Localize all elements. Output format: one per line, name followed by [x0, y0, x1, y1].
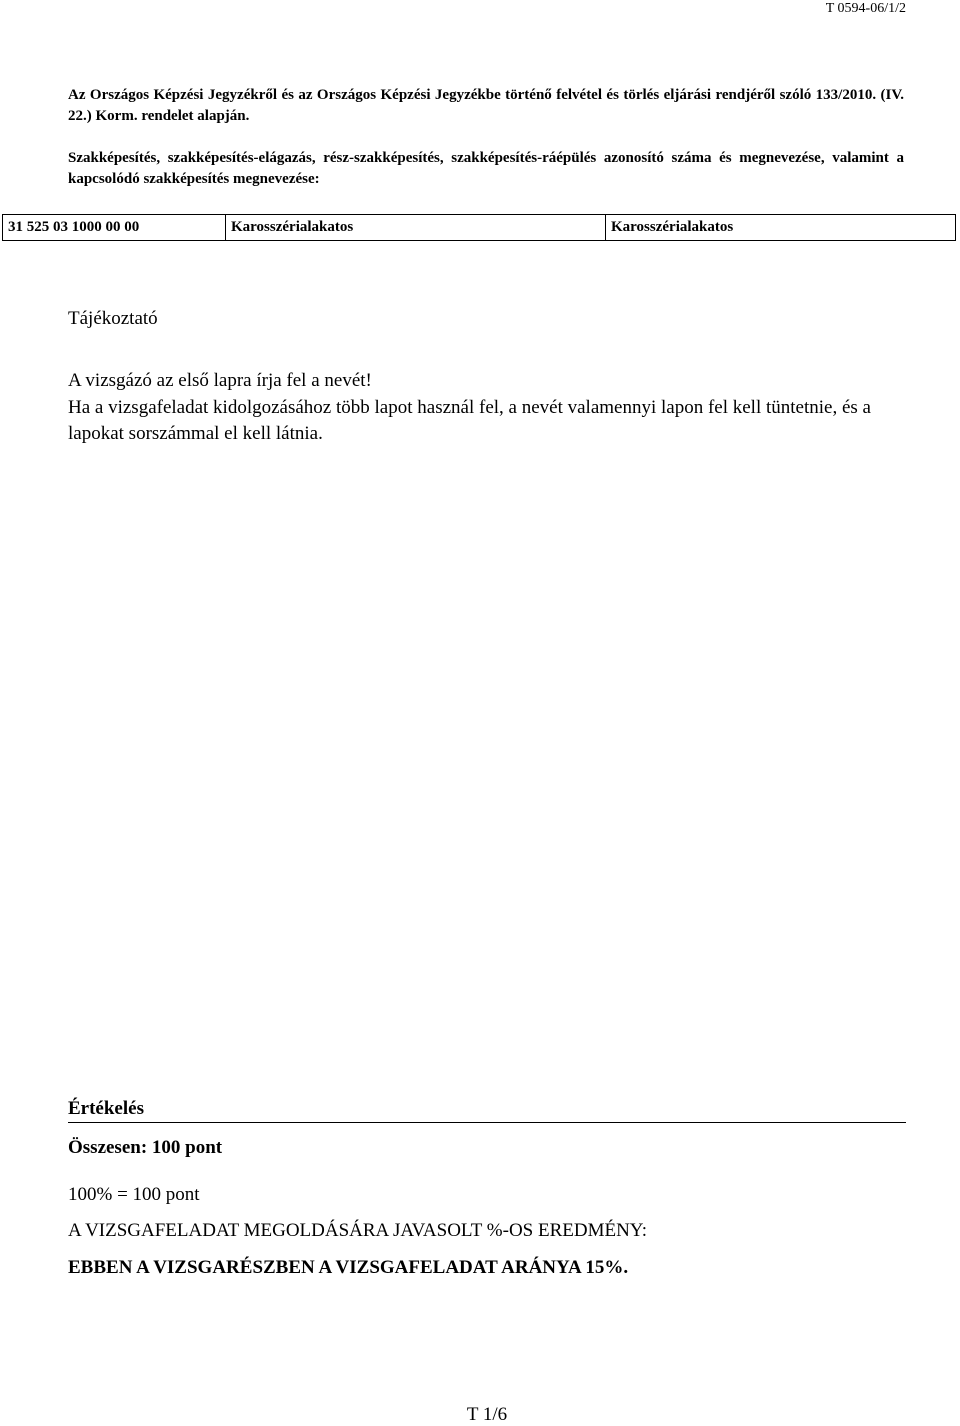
- related-qualification-cell: Karosszérialakatos: [605, 215, 955, 240]
- evaluation-title: Értékelés: [68, 1097, 906, 1123]
- percent-equivalence: 100% = 100 pont: [68, 1184, 200, 1205]
- legal-basis-paragraph: Az Országos Képzési Jegyzékről és az Országos Képzési Jegyzékbe történő felvétel és törlés eljárási rendjéről szóló 133/2010. (IV. 22.) Korm. rendelet alapján.: [68, 87, 904, 124]
- task-weight: EBBEN A VIZSGARÉSZBEN A VIZSGAFELADAT ARÁNYA 15%.: [68, 1257, 629, 1278]
- info-title: Tájékoztató: [68, 308, 158, 329]
- qualification-heading: Szakképesítés, szakképesítés-elágazás, rész-szakképesítés, szakképesítés-ráépülés azonosító száma és megnevezése, valamint a kapcsolódó szakképesítés megnevezése:: [68, 150, 904, 187]
- document-code: T 0594-06/1/2: [825, 1, 906, 16]
- total-points: Összesen: 100 pont: [68, 1137, 223, 1158]
- info-line-name: A vizsgázó az első lapra írja fel a nevét!: [68, 370, 372, 391]
- qualification-table: [2, 214, 956, 241]
- qualification-code-cell: 31 525 03 1000 00 00: [8, 219, 140, 235]
- suggested-result-label: A VIZSGAFELADAT MEGOLDÁSÁRA JAVASOLT %-OS EREDMÉNY:: [68, 1220, 648, 1241]
- page-number: T 1/6: [466, 1404, 508, 1425]
- qualification-name-cell: Karosszérialakatos: [225, 215, 605, 240]
- info-line-sheets: Ha a vizsgafeladat kidolgozásához több lapot használ fel, a nevét valamennyi lapon fel kell tüntetnie, és a lapokat sorszámmal el kell látnia.: [68, 397, 871, 444]
